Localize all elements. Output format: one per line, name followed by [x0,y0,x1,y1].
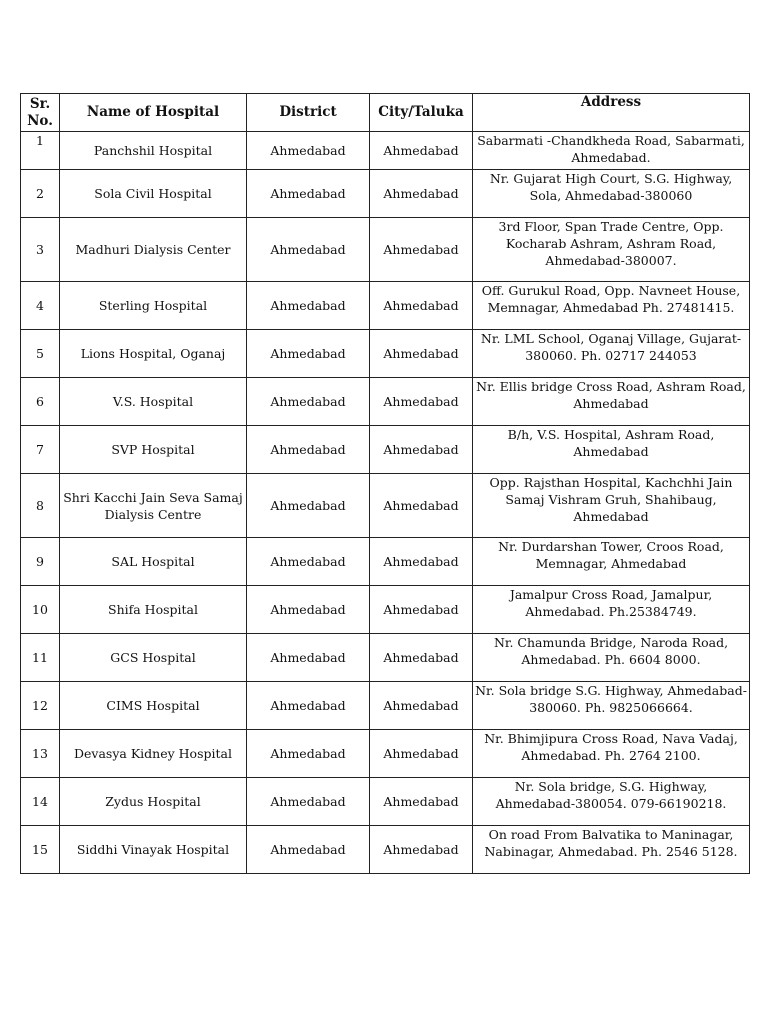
cell-sr: 5 [21,330,60,378]
cell-district: Ahmedabad [247,474,370,538]
cell-address: Nr. Gujarat High Court, S.G. Highway, Sola, Ahmedabad-380060 [473,170,750,218]
cell-sr: 1 [21,132,60,170]
cell-city: Ahmedabad [370,132,473,170]
cell-district: Ahmedabad [247,634,370,682]
cell-district: Ahmedabad [247,426,370,474]
cell-address: Nr. LML School, Oganaj Village, Gujarat-380060. Ph. 02717 244053 [473,330,750,378]
cell-address: Nr. Ellis bridge Cross Road, Ashram Road, Ahmedabad [473,378,750,426]
cell-sr: 8 [21,474,60,538]
cell-sr: 9 [21,538,60,586]
cell-city: Ahmedabad [370,682,473,730]
cell-sr: 11 [21,634,60,682]
cell-district: Ahmedabad [247,586,370,634]
cell-address: Jamalpur Cross Road, Jamalpur, Ahmedabad. Ph.25384749. [473,586,750,634]
table-row [21,826,750,874]
cell-district: Ahmedabad [247,282,370,330]
table-row [21,426,750,474]
cell-sr: 6 [21,378,60,426]
cell-city: Ahmedabad [370,730,473,778]
table-row [21,682,750,730]
cell-city: Ahmedabad [370,474,473,538]
cell-city: Ahmedabad [370,282,473,330]
cell-sr: 10 [21,586,60,634]
table-row [21,330,750,378]
cell-name: V.S. Hospital [60,378,247,426]
cell-sr: 3 [21,218,60,282]
cell-sr: 15 [21,826,60,874]
cell-name: Panchshil Hospital [60,132,247,170]
cell-name: CIMS Hospital [60,682,247,730]
cell-sr: 7 [21,426,60,474]
cell-name: Shri Kacchi Jain Seva Samaj Dialysis Centre [60,474,247,538]
cell-address: B/h, V.S. Hospital, Ashram Road, Ahmedabad [473,426,750,474]
cell-name: Zydus Hospital [60,778,247,826]
cell-name: Madhuri Dialysis Center [60,218,247,282]
cell-name: Sola Civil Hospital [60,170,247,218]
cell-name: SAL Hospital [60,538,247,586]
cell-address: Nr. Sola bridge S.G. Highway, Ahmedabad-380060. Ph. 9825066664. [473,682,750,730]
cell-address: Off. Gurukul Road, Opp. Navneet House, Memnagar, Ahmedabad Ph. 27481415. [473,282,750,330]
table-row [21,218,750,282]
cell-city: Ahmedabad [370,170,473,218]
cell-name: Shifa Hospital [60,586,247,634]
cell-district: Ahmedabad [247,682,370,730]
header-city: City/Taluka [370,94,473,132]
header-address: Address [473,94,750,132]
cell-district: Ahmedabad [247,330,370,378]
table-row [21,474,750,538]
cell-city: Ahmedabad [370,634,473,682]
cell-name: Lions Hospital, Oganaj [60,330,247,378]
cell-city: Ahmedabad [370,826,473,874]
cell-city: Ahmedabad [370,778,473,826]
table-row [21,282,750,330]
hospital-table [20,93,750,874]
cell-city: Ahmedabad [370,378,473,426]
cell-city: Ahmedabad [370,218,473,282]
cell-district: Ahmedabad [247,778,370,826]
cell-district: Ahmedabad [247,378,370,426]
cell-address: On road From Balvatika to Maninagar, Nabinagar, Ahmedabad. Ph. 2546 5128. [473,826,750,874]
table-row [21,378,750,426]
cell-address: Opp. Rajsthan Hospital, Kachchhi Jain Samaj Vishram Gruh, Shahibaug, Ahmedabad [473,474,750,538]
cell-name: Devasya Kidney Hospital [60,730,247,778]
cell-district: Ahmedabad [247,170,370,218]
table-row [21,586,750,634]
cell-address: Nr. Chamunda Bridge, Naroda Road, Ahmedabad. Ph. 6604 8000. [473,634,750,682]
header-district: District [247,94,370,132]
header-row [21,94,750,132]
cell-address: Nr. Bhimjipura Cross Road, Nava Vadaj, Ahmedabad. Ph. 2764 2100. [473,730,750,778]
header-sr-no: Sr. No. [21,94,60,132]
cell-district: Ahmedabad [247,132,370,170]
cell-sr: 2 [21,170,60,218]
cell-name: Sterling Hospital [60,282,247,330]
cell-district: Ahmedabad [247,218,370,282]
cell-city: Ahmedabad [370,330,473,378]
table-row [21,132,750,170]
cell-city: Ahmedabad [370,586,473,634]
cell-name: SVP Hospital [60,426,247,474]
cell-sr: 4 [21,282,60,330]
cell-sr: 14 [21,778,60,826]
table-row [21,778,750,826]
cell-sr: 13 [21,730,60,778]
cell-name: GCS Hospital [60,634,247,682]
table-row [21,730,750,778]
cell-address: Nr. Sola bridge, S.G. Highway, Ahmedabad-380054. 079-66190218. [473,778,750,826]
cell-sr: 12 [21,682,60,730]
table-row [21,170,750,218]
cell-district: Ahmedabad [247,730,370,778]
cell-address: Nr. Durdarshan Tower, Croos Road, Memnagar, Ahmedabad [473,538,750,586]
cell-address: Sabarmati -Chandkheda Road, Sabarmati, Ahmedabad. [473,132,750,170]
header-name: Name of Hospital [60,94,247,132]
cell-district: Ahmedabad [247,826,370,874]
cell-name: Siddhi Vinayak Hospital [60,826,247,874]
table-row [21,538,750,586]
table-row [21,634,750,682]
cell-city: Ahmedabad [370,426,473,474]
cell-city: Ahmedabad [370,538,473,586]
cell-address: 3rd Floor, Span Trade Centre, Opp. Kocharab Ashram, Ashram Road, Ahmedabad-380007. [473,218,750,282]
cell-district: Ahmedabad [247,538,370,586]
